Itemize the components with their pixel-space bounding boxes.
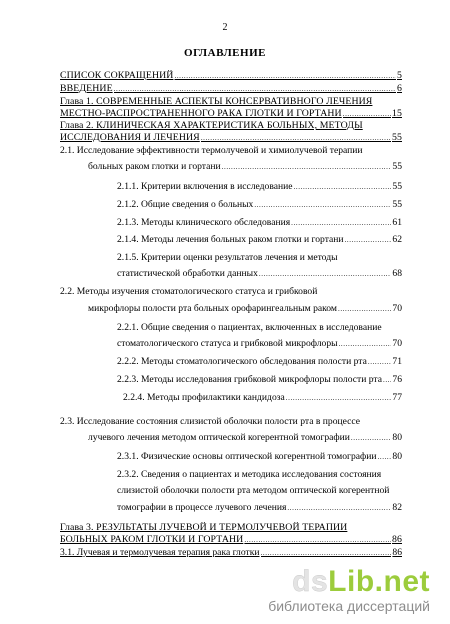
toc-entry-2-3-2-cont2[interactable]: томографии в процессе лучевого лечения ..... 82: [117, 502, 402, 514]
page-number: 2: [222, 22, 228, 33]
toc-entry-2-2[interactable]: 2.2. Методы изучения стоматологического статуса и грибковой: [60, 286, 318, 297]
toc-entry-2-3-cont[interactable]: лучевого лечения методом оптической когерентной томографии ..... 80: [88, 432, 402, 444]
toc-entry-chapter-3-cont[interactable]: БОЛЬНЫХ РАКОМ ГЛОТКИ И ГОРТАНИ ..... 86: [60, 534, 402, 546]
toc-entry-chapter-1-cont[interactable]: МЕСТНО-РАСПРОСТРАНЕННОГО РАКА ГЛОТКИ И ГОРТАНИ ..... 15: [60, 108, 402, 120]
toc-entry-2-2-2[interactable]: 2.2.2. Методы стоматологического обследования полости рта ..... 71: [117, 356, 402, 368]
toc-entry-chapter-1[interactable]: Глава 1. СОВРЕМЕННЫЕ АСПЕКТЫ КОНСЕРВАТИВНОГО ЛЕЧЕНИЯ: [60, 96, 373, 107]
toc-entry-2-3[interactable]: 2.3. Исследование состояния слизистой оболочки полости рта в процессе: [60, 416, 361, 427]
dslib-subtitle: библиотека диссертаций: [268, 598, 430, 614]
toc-entry-introduction[interactable]: ВВЕДЕНИЕ ..... 6: [60, 83, 402, 95]
toc-entry-2-3-2-cont[interactable]: слизистой оболочки полости рта методом оптической когерентной: [117, 485, 390, 496]
toc-entry-abbreviations[interactable]: СПИСОК СОКРАЩЕНИЙ ..... 5: [60, 70, 402, 82]
dslib-logo: dsLib.net: [292, 565, 430, 598]
toc-entry-2-1-3[interactable]: 2.1.3. Методы клинического обследования ..... 61: [117, 217, 402, 229]
toc-entry-2-3-2[interactable]: 2.3.2. Сведения о пациентах и методика исследования состояния: [117, 469, 382, 480]
toc-entry-2-1-5-cont[interactable]: статистической обработки данных ..... 68: [117, 268, 402, 280]
toc-entry-chapter-2-cont[interactable]: ИССЛЕДОВАНИЯ И ЛЕЧЕНИЯ ..... 55: [60, 132, 402, 144]
toc-entry-chapter-2[interactable]: Глава 2. КЛИНИЧЕСКАЯ ХАРАКТЕРИСТИКА БОЛЬНЫХ, МЕТОДЫ: [60, 120, 363, 131]
toc-entry-2-1-1[interactable]: 2.1.1. Критерии включения в исследование ..... 55: [117, 181, 402, 193]
toc-entry-2-2-3[interactable]: 2.2.3. Методы исследования грибковой микрофлоры полости рта ..... 76: [117, 374, 402, 386]
toc-entry-2-1-5[interactable]: 2.1.5. Критерии оценки результатов лечения и методы: [117, 252, 338, 263]
toc-entry-chapter-3[interactable]: Глава 3. РЕЗУЛЬТАТЫ ЛУЧЕВОЙ И ТЕРМОЛУЧЕВОЙ ТЕРАПИИ: [60, 522, 348, 533]
toc-entry-2-2-cont[interactable]: микрофлоры полости рта больных орофарингеальным раком ..... 70: [88, 303, 402, 315]
toc-entry-2-1[interactable]: 2.1. Исследование эффективности термолучевой и химиолучевой терапии: [60, 145, 363, 156]
toc-entry-2-1-cont[interactable]: больных раком глотки и гортани ..... 55: [88, 161, 402, 173]
toc-entry-2-2-1[interactable]: 2.2.1. Общие сведения о пациентах, включенных в исследование: [117, 322, 382, 333]
toc-entry-2-3-1[interactable]: 2.3.1. Физические основы оптической когерентной томографии ..... 80: [117, 451, 402, 463]
toc-title: ОГЛАВЛЕНИЕ: [184, 47, 266, 59]
toc-entry-2-2-1-cont[interactable]: стоматологического статуса и грибковой микрофлоры ..... 70: [117, 338, 402, 350]
toc-entry-2-1-2[interactable]: 2.1.2. Общие сведения о больных ..... 55: [117, 199, 402, 211]
toc-entry-2-1-4[interactable]: 2.1.4. Методы лечения больных раком глотки и гортани ..... 62: [117, 234, 402, 246]
toc-entry-2-2-4[interactable]: 2.2.4. Методы профилактики кандидоза ..... 77: [123, 392, 402, 404]
dslib-watermark: [268, 567, 430, 614]
toc-entry-3-1[interactable]: 3.1. Лучевая и термолучевая терапия рака глотки ..... 86: [60, 547, 402, 559]
